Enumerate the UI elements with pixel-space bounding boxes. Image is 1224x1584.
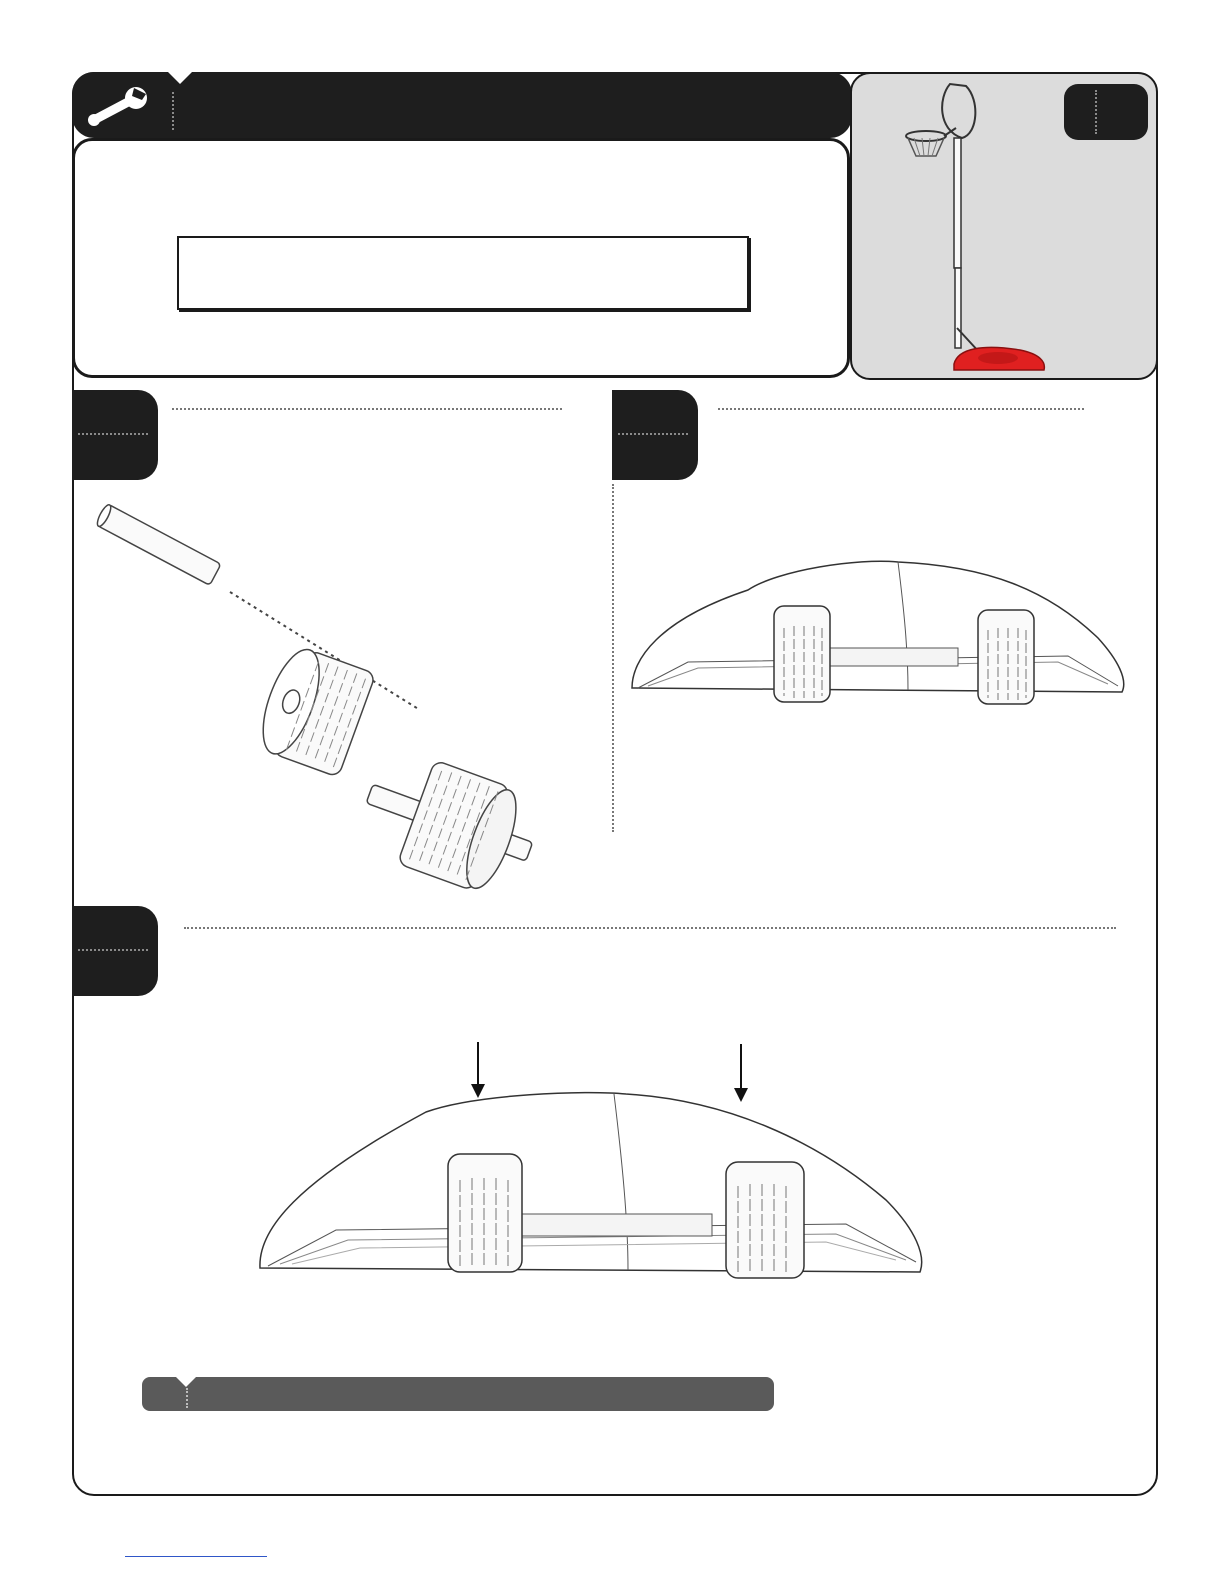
step-tab-2 — [612, 390, 698, 480]
base-with-wheels-illustration — [628, 550, 1128, 710]
wrench-icon — [88, 84, 154, 128]
step-tab-divider — [78, 949, 148, 951]
note-divider — [186, 1388, 188, 1408]
footer-link[interactable] — [125, 1556, 267, 1557]
note-bar — [142, 1377, 774, 1411]
base-pressed-down-illustration — [256, 1090, 926, 1280]
step-tab-3 — [72, 906, 158, 996]
step-tab-1 — [72, 390, 158, 480]
page-badge-divider — [1095, 90, 1097, 134]
step-divider-line — [718, 408, 1084, 410]
step-divider-line — [184, 927, 1116, 929]
warning-box — [177, 236, 749, 310]
page-number-badge — [1064, 84, 1148, 140]
axle-and-wheels-illustration — [90, 500, 570, 890]
step-divider-line — [172, 408, 562, 410]
step-tab-divider — [618, 433, 688, 435]
header-notch — [168, 72, 192, 84]
header-divider — [172, 92, 174, 130]
column-divider-line — [612, 484, 614, 832]
step-tab-divider — [78, 433, 148, 435]
note-notch — [176, 1377, 196, 1387]
basketball-system-illustration — [900, 78, 1060, 378]
